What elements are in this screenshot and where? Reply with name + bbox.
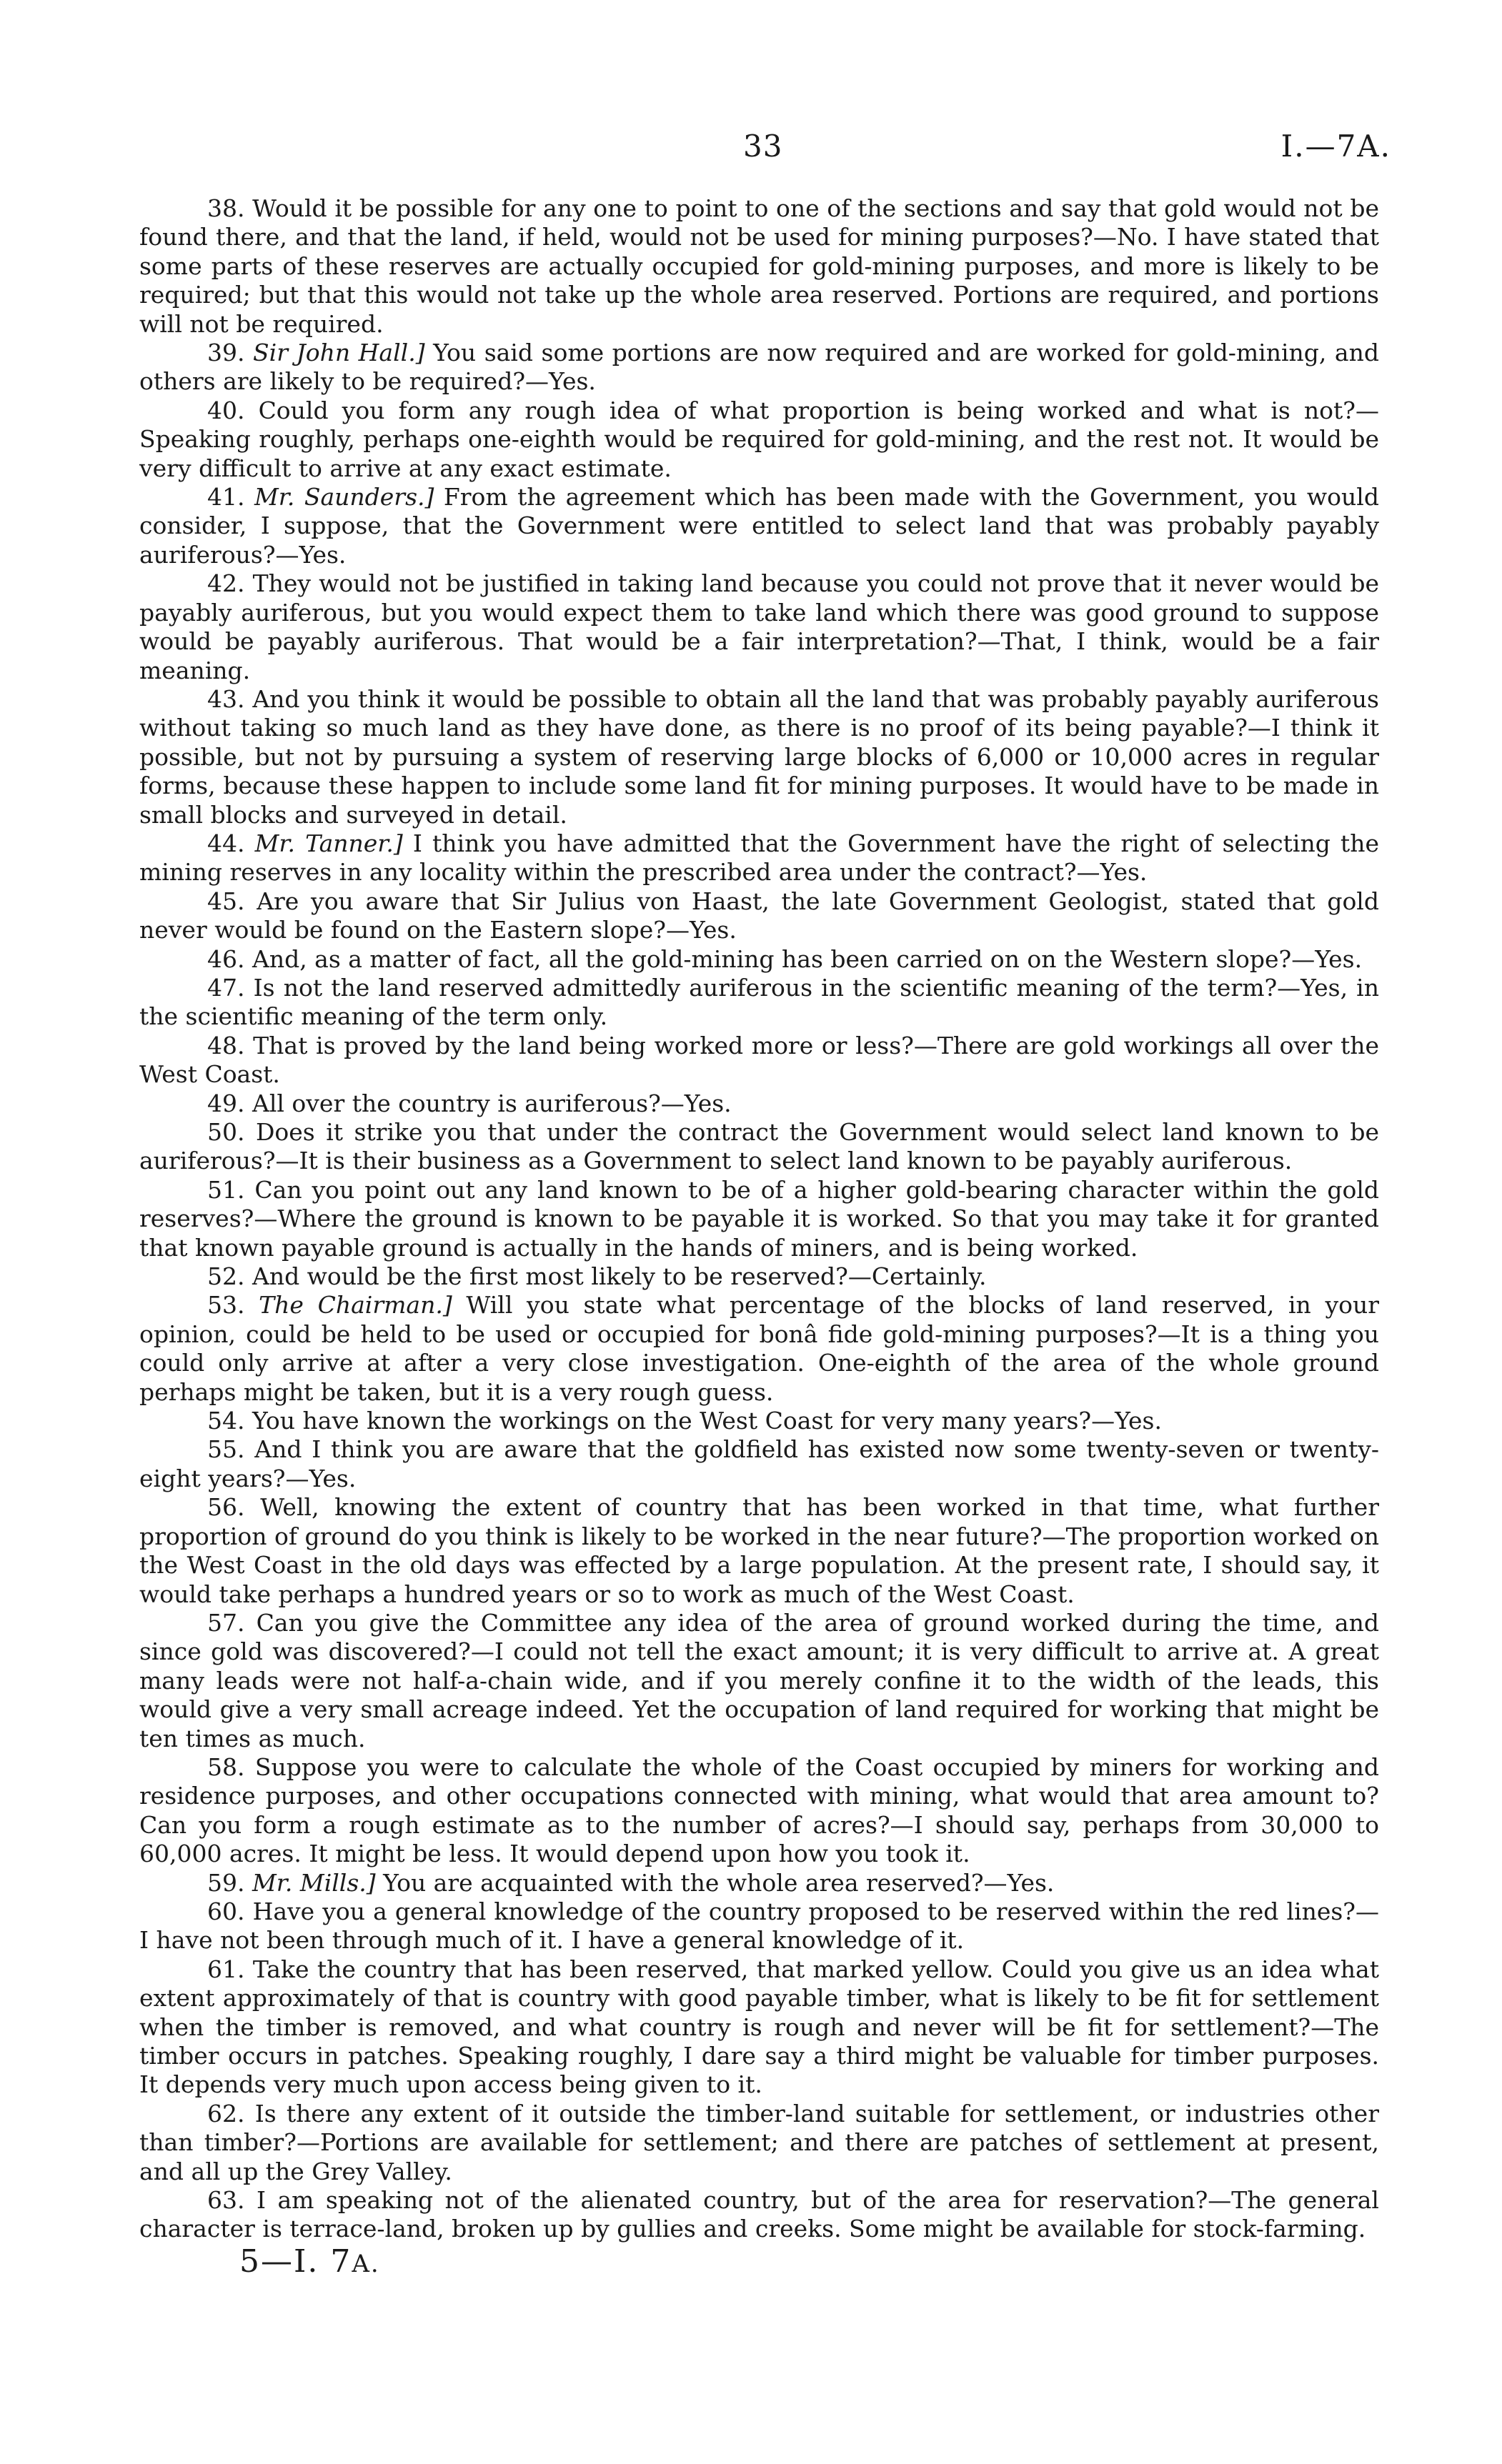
- question-paragraph: [139, 569, 1379, 685]
- question-text: Well, knowing the extent of country that has been worked in that time, what further proportion of ground do you think is likely to be worked in the near future?—The proportion worked on the West Coast in the old days was effected by a large population. At the present rate, I should say, it would take perhaps a hundred years or so to work as much of the West Coast.: [139, 1493, 1379, 1608]
- question-paragraph: [139, 1032, 1379, 1089]
- question-paragraph: [139, 1176, 1379, 1262]
- question-text: Can you point out any land known to be of a higher gold-bearing character within the gold reserves?—Where the ground is known to be payable it is worked. So that you may take it for granted that known payable ground is actually in the hands of miners, and is being worked.: [139, 1175, 1379, 1262]
- question-paragraph: [139, 339, 1379, 396]
- question-text: And, as a matter of fact, all the gold-mining has been carried on on the Western slope?—Yes.: [252, 944, 1363, 973]
- speaker-name: Mr. Saunders.]: [254, 483, 434, 512]
- question-number: 50.: [207, 1118, 245, 1146]
- question-paragraph: [139, 1435, 1379, 1493]
- question-paragraph: [139, 685, 1379, 829]
- speaker-name: Mr. Mills.]: [252, 1868, 376, 1897]
- signature-main: 5—I. 7: [239, 2243, 352, 2280]
- question-number: 53.: [207, 1291, 245, 1320]
- question-text: And I think you are aware that the goldfield has existed now some twenty-seven or twenty-eight years?—Yes.: [139, 1435, 1379, 1492]
- question-number: 49.: [207, 1089, 245, 1117]
- question-text: Will you state what percentage of the blocks of land reserved, in your opinion, could be held to be used or occupied for bonâ fide gold-mining purposes?—It is a thing you could only arrive at after a very close investigation. One-eighth of the area of the whole ground perhaps might be taken, but it is a very rough guess.: [139, 1291, 1379, 1406]
- question-text: And would be the first most likely to be reserved?—Certainly.: [252, 1262, 987, 1291]
- question-text: Suppose you were to calculate the whole of the Coast occupied by miners for working and residence purposes, and other occupations connected with mining, what would that area amount to? Can you form a rough estimate as to the number of acres?—I should say, perhaps from 30,000 to 60,000 acres. It might be less. It would depend upon how you took it.: [139, 1752, 1379, 1868]
- question-number: 42.: [207, 569, 245, 598]
- question-paragraph: [139, 1118, 1379, 1176]
- question-paragraph: [139, 1869, 1379, 1897]
- question-paragraph: [139, 483, 1379, 569]
- question-paragraph: [139, 945, 1379, 974]
- question-text: Take the country that has been reserved, that marked yellow. Could you give us an idea what extent approximately of that is country with good payable timber, what is likely to be fit for settlement when the timber is removed, and what country is rough and never will be fit for settlement?—The timber occurs in patches. Speaking roughly, I dare say a third might be valuable for timber purposes. It depends very much upon access being given to it.: [139, 1955, 1379, 2099]
- question-text: Could you form any rough idea of what proportion is being worked and what is not?—Speaking roughly, perhaps one-eighth would be required for gold-mining, and the rest not. It would be very difficult to arrive at any exact estimate.: [139, 396, 1379, 482]
- question-number: 63.: [207, 2186, 245, 2215]
- question-paragraph: [139, 1407, 1379, 1435]
- question-number: 40.: [207, 396, 245, 424]
- question-number: 52.: [207, 1262, 245, 1291]
- signature-sub: A.: [352, 2250, 380, 2278]
- question-paragraph: [139, 1897, 1379, 1955]
- question-paragraph: [139, 974, 1379, 1032]
- speaker-name: The Chairman.]: [259, 1291, 452, 1320]
- question-text: You are acquainted with the whole area reserved?—Yes.: [383, 1868, 1055, 1897]
- question-number: 46.: [207, 944, 245, 973]
- question-paragraph: [139, 1955, 1379, 2100]
- question-number: 43.: [207, 684, 245, 713]
- question-text: That is proved by the land being worked more or less?—There are gold workings all over the West Coast.: [139, 1031, 1379, 1089]
- question-text: I am speaking not of the alienated country, but of the area for reservation?—The general character is terrace-land, broken up by gullies and creeks. Some might be available for stock-farming.: [139, 2186, 1379, 2243]
- question-number: 62.: [207, 2099, 245, 2128]
- question-text: Have you a general knowledge of the country proposed to be reserved within the red lines?—I have not been through much of it. I have a general knowledge of it.: [139, 1897, 1379, 1955]
- question-paragraph: [139, 1753, 1379, 1869]
- question-number: 38.: [207, 194, 245, 222]
- question-number: 51.: [207, 1175, 245, 1204]
- question-number: 55.: [207, 1435, 245, 1464]
- question-paragraph: [139, 1493, 1379, 1609]
- question-number: 47.: [207, 973, 245, 1002]
- question-paragraph: [139, 1262, 1379, 1291]
- question-paragraph: [139, 396, 1379, 483]
- question-text: You have known the workings on the West Coast for very many years?—Yes.: [252, 1407, 1162, 1435]
- question-paragraph: [139, 2186, 1379, 2244]
- question-number: 54.: [207, 1407, 245, 1435]
- speaker-name: Sir John Hall.]: [253, 339, 425, 367]
- page-header: [0, 129, 1502, 171]
- question-text: Is not the land reserved admittedly auriferous in the scientific meaning of the term?—Yes, in the scientific meaning of the term only.: [139, 973, 1379, 1031]
- question-number: 39.: [207, 339, 245, 367]
- testimony-body: [139, 194, 1379, 2244]
- question-text: I think you have admitted that the Government have the right of selecting the mining reserves in any locality within the prescribed area under the contract?—Yes.: [139, 829, 1379, 887]
- printer-signature-mark: [239, 2243, 380, 2280]
- question-number: 44.: [207, 829, 245, 857]
- question-number: 60.: [207, 1897, 245, 1925]
- question-text: You said some portions are now required and are worked for gold-mining, and others are likely to be required?—Yes.: [139, 339, 1379, 396]
- question-paragraph: [139, 194, 1379, 339]
- question-number: 41.: [207, 483, 245, 512]
- question-text: And you think it would be possible to obtain all the land that was probably payably auriferous without taking so much land as they have done, as there is no proof of its being payable?—I think it possible, but not by pursuing a system of reserving large blocks of 6,000 or 10,000 acres in regular forms, because these happen to include some land fit for mining purposes. It would have to be made in small blocks and surveyed in detail.: [139, 684, 1379, 829]
- question-number: 59.: [207, 1868, 245, 1897]
- question-text: Would it be possible for any one to point to one of the sections and say that gold would not be found there, and that the land, if held, would not be used for mining purposes?—No. I have stated that some parts of these reserves are actually occupied for gold-mining purposes, and more is likely to be required; but that this would not take up the whole area reserved. Portions are required, and portions will not be required.: [139, 194, 1379, 338]
- question-text: All over the country is auriferous?—Yes.: [252, 1089, 732, 1117]
- question-number: 48.: [207, 1031, 245, 1059]
- question-paragraph: [139, 1291, 1379, 1407]
- page-number: 33: [743, 129, 783, 164]
- question-text: Is there any extent of it outside the timber-land suitable for settlement, or industries other than timber?—Portions are available for settlement; and there are patches of settlement at present, and all up the Grey Valley.: [139, 2099, 1379, 2185]
- question-text: Does it strike you that under the contract the Government would select land known to be auriferous?—It is their business as a Government to select land known to be payably auriferous.: [139, 1118, 1379, 1175]
- question-paragraph: [139, 2100, 1379, 2186]
- question-text: Are you aware that Sir Julius von Haast, the late Government Geologist, stated that gold never would be found on the Eastern slope?—Yes.: [139, 887, 1379, 944]
- question-paragraph: [139, 1609, 1379, 1753]
- question-number: 45.: [207, 887, 245, 915]
- question-paragraph: [139, 829, 1379, 887]
- question-text: Can you give the Committee any idea of the area of ground worked during the time, and since gold was discovered?—I could not tell the exact amount; it is very difficult to arrive at. A great many leads were not half-a-chain wide, and if you merely confine it to the width of the leads, this would give a very small acreage indeed. Yet the occupation of land required for working that might be ten times as much.: [139, 1608, 1379, 1752]
- question-text: They would not be justified in taking land because you could not prove that it never would be payably auriferous, but you would expect them to take land which there was good ground to suppose would be payably auriferous. That would be a fair interpretation?—That, I think, would be a fair meaning.: [139, 569, 1379, 684]
- speaker-name: Mr. Tanner.]: [254, 829, 403, 857]
- question-number: 58.: [207, 1752, 245, 1781]
- question-number: 61.: [207, 1955, 245, 1983]
- paper-reference: I.—7A.: [1280, 129, 1391, 164]
- question-text: From the agreement which has been made with the Government, you would consider, I suppose, that the Government were entitled to select land that was probably payably auriferous?—Yes.: [139, 483, 1379, 569]
- question-paragraph: [139, 887, 1379, 945]
- question-paragraph: [139, 1089, 1379, 1118]
- question-number: 57.: [207, 1608, 245, 1637]
- question-number: 56.: [207, 1493, 245, 1522]
